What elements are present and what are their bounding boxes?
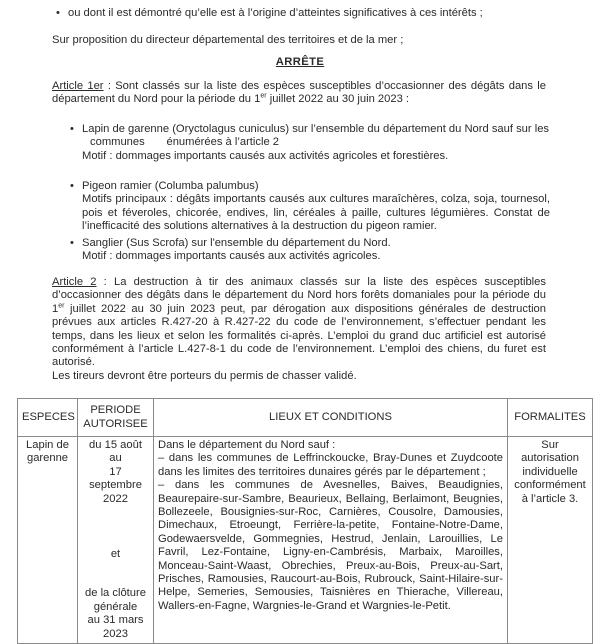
species-pigeon-line1: Pigeon ramier (Columba palumbus) xyxy=(82,180,259,192)
intro-bullet-text: ou dont il est démontré qu’elle est à l’origine d’atteintes significatives à ces intérêts ; xyxy=(68,7,483,19)
header-species: ESPECES xyxy=(18,399,78,437)
bullet-icon: • xyxy=(70,180,74,192)
cell-places-conditions xyxy=(154,437,508,644)
article-2-label: Article 2 xyxy=(52,276,97,288)
article-1-paragraph: Article 1er : Sont classés sur la liste des espèces susceptibles d’occasionner des dégâts dans le département du Nord pour la période du 1er juillet 2022 au 30 juin 2023 : xyxy=(52,80,546,106)
places-intro: Dans le département du Nord sauf : xyxy=(158,439,336,451)
proposal-paragraph: Sur proposition du directeur départemental des territoires et de la mer ; xyxy=(52,34,404,46)
places-communes: – dans les communes de Avesnelles, Baives, Beaudignies, Beaurepaire-sur-Sambre, Beaurieux, Bellaing, Berlaimont, Beugnies, Bollezeele, Bousignies-sur-Roc, Carnières, Cousolre, Damousies, Dimechaux, Etroeungt, Ferrière-la-petite, Fontaine-Notre-Dame, Godewaersvelde, Gommegnies, Hestrud, Jenlain, Larouillies, Le Favril, Lez-Fontaine, Ligny-en-Cambrésis, Marbaix, Maroilles, Monceau-Saint-Waast, Obrechies, Preux-au-Bois, Preux-au-Sart, Prisches, Ramousies, Raucourt-au-Bois, Rubrouck, Saint-Hilaire-sur-Helpe, Semeries, Semousies, Taisnières en Thierache, Villereau, Wallers-en-Fagne, Wargnies-le-Grand et Wargnies-le-Petit. xyxy=(158,479,503,612)
species-sanglier-line1: Sanglier (Sus Scrofa) sur l'ensemble du département du Nord. xyxy=(82,237,391,249)
article-1-label: Article 1er xyxy=(52,80,104,92)
page-title: ARRÊTE xyxy=(275,56,325,68)
cell-period: du 15 août au 17 septembre 2022 et de la clôture générale au 31 mars 2023 xyxy=(78,437,154,644)
species-lapin-line2: communes énumérées à l’article 2 xyxy=(90,136,280,149)
cell-species: Lapin de garenne xyxy=(18,437,78,644)
table-row xyxy=(18,437,593,644)
cell-formalities: Sur autorisation individuelle conformément à l’article 3. xyxy=(508,437,593,644)
species-item-lapin xyxy=(70,123,550,163)
bullet-icon: • xyxy=(70,123,74,135)
species-item-sanglier xyxy=(70,237,550,264)
species-lapin-motif: Motif : dommages importants causés aux activités agricoles et forestières. xyxy=(82,149,449,162)
header-period: PERIODE AUTORISEE xyxy=(78,399,154,437)
species-sanglier-motif: Motif : dommages importants causés aux activités agricoles. xyxy=(82,250,381,263)
article-2-last-line: Les tireurs devront être porteurs du permis de chasser validé. xyxy=(52,369,357,382)
species-rules-table xyxy=(17,398,593,644)
bullet-icon: • xyxy=(70,237,74,249)
table-header-row xyxy=(18,399,593,437)
species-lapin-line1: Lapin de garenne (Oryctolagus cuniculus) sur l’ensemble du département du Nord sauf sur les xyxy=(82,123,550,135)
header-places: LIEUX ET CONDITIONS xyxy=(154,399,508,437)
species-item-pigeon xyxy=(70,180,550,234)
header-formalities: FORMALITES xyxy=(508,399,593,437)
places-dunes: – dans les communes de Leffrinckoucke, Bray-Dunes et Zuydcoote dans les limites des territoires dunaires gérés par le département ; xyxy=(158,452,503,478)
bullet-icon: • xyxy=(56,7,60,19)
intro-bullet xyxy=(56,7,588,20)
species-pigeon-motif: Motifs principaux : dégâts importants causés aux cultures maraîchères, colza, soja, tournesol, pois et féveroles, chicorée, endives, lin, céréales à paille, cultures légumières. Constat de l’inefficacité des solutions alternatives à la destruction du pigeon ramier. xyxy=(82,193,550,233)
article-2-paragraph: Article 2 : La destruction à tir des animaux classés sur la liste des espèces susceptibles d’occasionner des dégâts dans le département du Nord hors forêts domaniales pour la période du 1er juillet 2022 au 30 juin 2023 peut, par dérogation aux dispositions générales de destruction prévues aux articles R.427-20 à R.427-22 du code de l’environnement, s’effectuer pendant les temps, dans les lieux et selon les formalités ci-après. L’emploi du grand duc artificiel est autorisé conformément à l’article L.427-8-1 du code de l’environnement. L’emploi des chiens, du furet est autorisé. Les tireurs devront être porteurs du permis de chasser validé. xyxy=(52,276,546,382)
